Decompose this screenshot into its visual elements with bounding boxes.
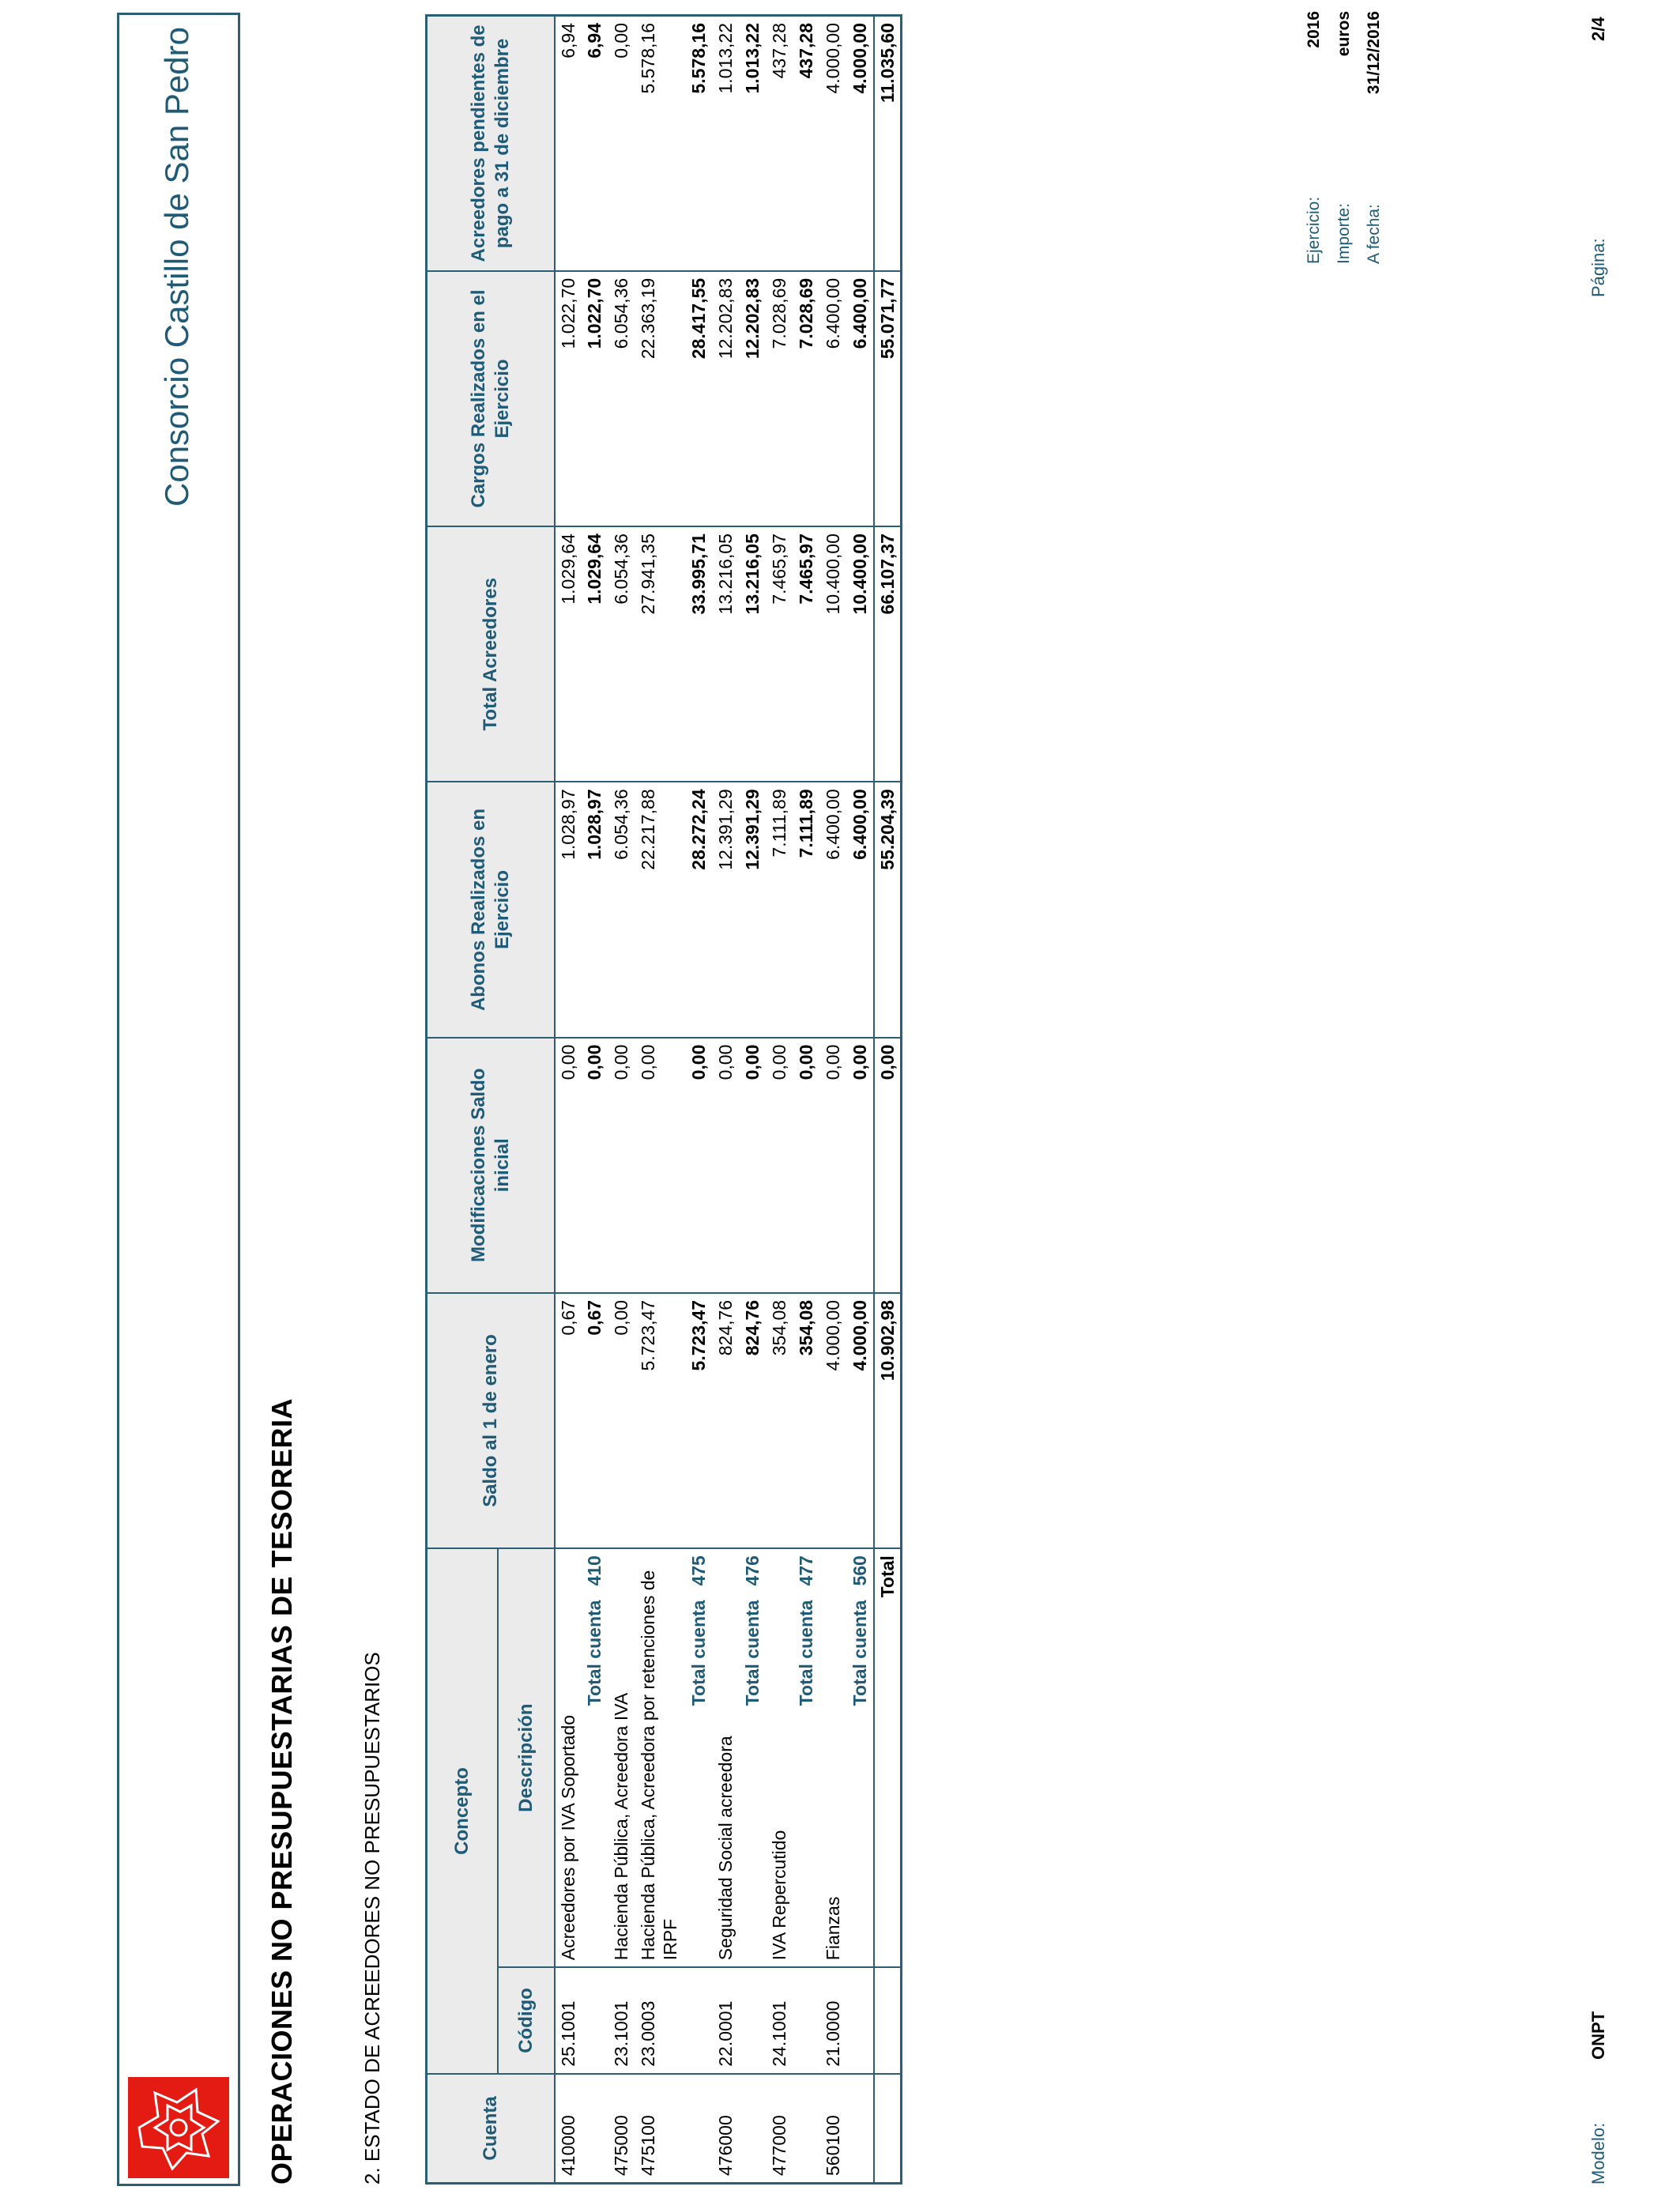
- meta-label: Importe:: [1335, 202, 1353, 264]
- cell-pendientes: 437,28: [793, 16, 820, 271]
- col-header-cuenta: Cuenta: [427, 2074, 555, 2184]
- grand-total-row: [874, 16, 902, 2184]
- total-cuenta-row: [793, 16, 820, 2184]
- col-header-codigo: Código: [498, 1967, 555, 2074]
- cell-modificaciones: 0,00: [713, 1038, 740, 1293]
- page-footer: [1588, 0, 1620, 2194]
- cell-empty: [793, 2074, 820, 2184]
- total-account-number: 476: [741, 1555, 763, 1586]
- cell-pendientes: 1.013,22: [740, 16, 767, 271]
- cell-modificaciones: 0,00: [793, 1038, 820, 1293]
- cell-pendientes: 6,94: [555, 16, 582, 271]
- cell-cargos: 7.028,69: [767, 271, 793, 526]
- cell-pendientes: 1.013,22: [713, 16, 740, 271]
- cell-empty: [582, 2074, 608, 2184]
- cell-cuenta: 560100: [820, 2074, 847, 2184]
- cell-saldo: 10.902,98: [874, 1293, 902, 1548]
- cell-total: 13.216,05: [713, 526, 740, 782]
- cell-empty: [740, 1967, 767, 2074]
- cell-total: 66.107,37: [874, 526, 902, 782]
- cell-cargos: 28.417,55: [686, 271, 713, 526]
- cell-saldo: 0,67: [555, 1293, 582, 1548]
- total-label: Total cuenta: [583, 1600, 605, 1706]
- meta-value: euros: [1335, 11, 1353, 57]
- cell-abonos: 22.217,88: [635, 782, 686, 1037]
- section-subtitle: 2. ESTADO DE ACREEDORES NO PRESUPUESTARIOS: [360, 1652, 384, 2185]
- cell-pendientes: 5.578,16: [686, 16, 713, 271]
- meta-value: 31/12/2016: [1365, 11, 1383, 95]
- total-label: Total cuenta: [687, 1600, 709, 1706]
- cell-abonos: 6.400,00: [847, 782, 874, 1037]
- total-label: Total cuenta: [741, 1600, 763, 1706]
- cell-abonos: 7.111,89: [767, 782, 793, 1037]
- cell-saldo: 4.000,00: [820, 1293, 847, 1548]
- cell-total: 10.400,00: [847, 526, 874, 782]
- total-account-number: 477: [795, 1555, 816, 1586]
- cell-cargos: 6.400,00: [820, 271, 847, 526]
- cell-total: 33.995,71: [686, 526, 713, 782]
- cell-empty: [874, 1967, 902, 2074]
- cell-abonos: 6.054,36: [608, 782, 635, 1037]
- cell-total-label: [793, 1548, 820, 1967]
- cell-total: 1.029,64: [582, 526, 608, 782]
- cell-pendientes: 0,00: [608, 16, 635, 271]
- cell-descripcion: Acreedores por IVA Soportado: [555, 1548, 582, 1967]
- cell-cargos: 6.054,36: [608, 271, 635, 526]
- meta-value: 2016: [1305, 11, 1323, 48]
- cell-pendientes: 4.000,00: [820, 16, 847, 271]
- total-cuenta-row: [847, 16, 874, 2184]
- page-title: OPERACIONES NO PRESUPUESTARIAS DE TESORERIA: [266, 1398, 298, 2185]
- cell-saldo: 0,67: [582, 1293, 608, 1548]
- cell-descripcion: IVA Repercutido: [767, 1548, 793, 1967]
- total-label: Total cuenta: [849, 1600, 870, 1706]
- cell-empty: [793, 1967, 820, 2074]
- cell-saldo: 0,00: [608, 1293, 635, 1548]
- cell-saldo: 824,76: [713, 1293, 740, 1548]
- col-header-cargos: Cargos Realizados en el Ejercicio: [427, 271, 555, 526]
- cell-codigo: 21.0000: [820, 1967, 847, 2074]
- cell-empty: [847, 1967, 874, 2074]
- footer-modelo-label: Modelo:: [1588, 2122, 1608, 2185]
- cell-abonos: 1.028,97: [582, 782, 608, 1037]
- castle-star-logo: [128, 2077, 229, 2178]
- castle-star-icon: [128, 2077, 229, 2178]
- cell-saldo: 354,08: [793, 1293, 820, 1548]
- cell-abonos: 55.204,39: [874, 782, 902, 1037]
- cell-cargos: 55.071,77: [874, 271, 902, 526]
- cell-modificaciones: 0,00: [608, 1038, 635, 1293]
- total-account-number: 475: [687, 1555, 709, 1586]
- table-row: [713, 16, 740, 2184]
- cell-abonos: 6.400,00: [820, 782, 847, 1037]
- meta-fecha: [1359, 11, 1389, 264]
- col-header-saldo: Saldo al 1 de enero: [427, 1293, 555, 1548]
- cell-abonos: 12.391,29: [713, 782, 740, 1037]
- cell-codigo: 23.0003: [635, 1967, 686, 2074]
- cell-cargos: 1.022,70: [555, 271, 582, 526]
- table-row: [555, 16, 582, 2184]
- total-account-number: 410: [583, 1555, 605, 1586]
- organization-name: Consorcio Castillo de San Pedro: [158, 27, 195, 507]
- report-meta: [1299, 11, 1389, 264]
- col-header-concepto: Concepto: [427, 1548, 498, 2074]
- col-header-descripcion: Descripción: [498, 1548, 555, 1967]
- cell-codigo: 24.1001: [767, 1967, 793, 2074]
- cell-modificaciones: 0,00: [740, 1038, 767, 1293]
- total-cuenta-row: [582, 16, 608, 2184]
- cell-saldo: 354,08: [767, 1293, 793, 1548]
- footer-pagina-value: 2/4: [1588, 17, 1608, 41]
- cell-empty: [847, 2074, 874, 2184]
- cell-descripcion: Hacienda Pública, Acreedora IVA: [608, 1548, 635, 1967]
- cell-cuenta: 475000: [608, 2074, 635, 2184]
- meta-label: Ejercicio:: [1305, 196, 1323, 264]
- cell-total-label: [686, 1548, 713, 1967]
- cell-pendientes: 5.578,16: [635, 16, 686, 271]
- cell-cargos: 22.363,19: [635, 271, 686, 526]
- cell-cargos: 1.022,70: [582, 271, 608, 526]
- cell-pendientes: 4.000,00: [847, 16, 874, 271]
- cell-saldo: 5.723,47: [635, 1293, 686, 1548]
- cell-saldo: 5.723,47: [686, 1293, 713, 1548]
- cell-cargos: 6.400,00: [847, 271, 874, 526]
- table-row: [767, 16, 793, 2184]
- cell-cargos: 12.202,83: [740, 271, 767, 526]
- footer-pagina-label: Página:: [1588, 238, 1608, 297]
- total-account-number: 560: [849, 1555, 870, 1586]
- cell-cargos: 12.202,83: [713, 271, 740, 526]
- meta-importe: [1329, 11, 1359, 264]
- col-header-modificaciones: Modificaciones Saldo inicial: [427, 1038, 555, 1293]
- cell-modificaciones: 0,00: [555, 1038, 582, 1293]
- cell-abonos: 7.111,89: [793, 782, 820, 1037]
- cell-modificaciones: 0,00: [582, 1038, 608, 1293]
- table-row: [635, 16, 686, 2184]
- cell-descripcion: Seguridad Social acreedora: [713, 1548, 740, 1967]
- cell-abonos: 12.391,29: [740, 782, 767, 1037]
- meta-ejercicio: [1299, 11, 1329, 264]
- cell-total: 13.216,05: [740, 526, 767, 782]
- meta-label: A fecha:: [1365, 204, 1383, 264]
- cell-total: 27.941,35: [635, 526, 686, 782]
- cell-cuenta: 477000: [767, 2074, 793, 2184]
- cell-cargos: 7.028,69: [793, 271, 820, 526]
- col-header-total-acreedores: Total Acreedores: [427, 526, 555, 782]
- cell-total: 6.054,36: [608, 526, 635, 782]
- cell-modificaciones: 0,00: [767, 1038, 793, 1293]
- cell-saldo: 4.000,00: [847, 1293, 874, 1548]
- table-row: [820, 16, 847, 2184]
- cell-descripcion: Hacienda Pública, Acreedora por retenciones de IRPF: [635, 1548, 686, 1967]
- cell-saldo: 824,76: [740, 1293, 767, 1548]
- cell-abonos: 1.028,97: [555, 782, 582, 1037]
- cell-total: 7.465,97: [767, 526, 793, 782]
- total-cuenta-row: [686, 16, 713, 2184]
- cell-modificaciones: 0,00: [847, 1038, 874, 1293]
- cell-total-label: [847, 1548, 874, 1967]
- acreedores-table: [425, 14, 902, 2185]
- cell-cuenta: 410000: [555, 2074, 582, 2184]
- table-row: [608, 16, 635, 2184]
- col-header-abonos: Abonos Realizados en Ejercicio: [427, 782, 555, 1037]
- cell-pendientes: 11.035,60: [874, 16, 902, 271]
- total-cuenta-row: [740, 16, 767, 2184]
- cell-pendientes: 6,94: [582, 16, 608, 271]
- cell-empty: [582, 1967, 608, 2074]
- cell-descripcion: Fianzas: [820, 1548, 847, 1967]
- cell-codigo: 22.0001: [713, 1967, 740, 2074]
- footer-modelo-value: ONPT: [1588, 2011, 1608, 2060]
- cell-codigo: 25.1001: [555, 1967, 582, 2074]
- cell-total: 7.465,97: [793, 526, 820, 782]
- cell-total-label: [740, 1548, 767, 1967]
- table-body: [555, 16, 902, 2184]
- cell-empty: [686, 1967, 713, 2074]
- cell-pendientes: 437,28: [767, 16, 793, 271]
- total-label: Total: [876, 1555, 898, 1598]
- cell-abonos: 28.272,24: [686, 782, 713, 1037]
- cell-empty: [740, 2074, 767, 2184]
- cell-modificaciones: 0,00: [874, 1038, 902, 1293]
- cell-modificaciones: 0,00: [686, 1038, 713, 1293]
- cell-modificaciones: 0,00: [820, 1038, 847, 1293]
- cell-cuenta: 476000: [713, 2074, 740, 2184]
- total-label: Total cuenta: [795, 1600, 816, 1706]
- cell-total: 10.400,00: [820, 526, 847, 782]
- col-header-pendientes: Acreedores pendientes de pago a 31 de diciembre: [427, 16, 555, 271]
- cell-total-label: [582, 1548, 608, 1967]
- cell-cuenta: 475100: [635, 2074, 686, 2184]
- cell-empty: [874, 2074, 902, 2184]
- cell-modificaciones: 0,00: [635, 1038, 686, 1293]
- cell-empty: [686, 2074, 713, 2184]
- cell-total-label: [874, 1548, 902, 1967]
- cell-total: 1.029,64: [555, 526, 582, 782]
- cell-codigo: 23.1001: [608, 1967, 635, 2074]
